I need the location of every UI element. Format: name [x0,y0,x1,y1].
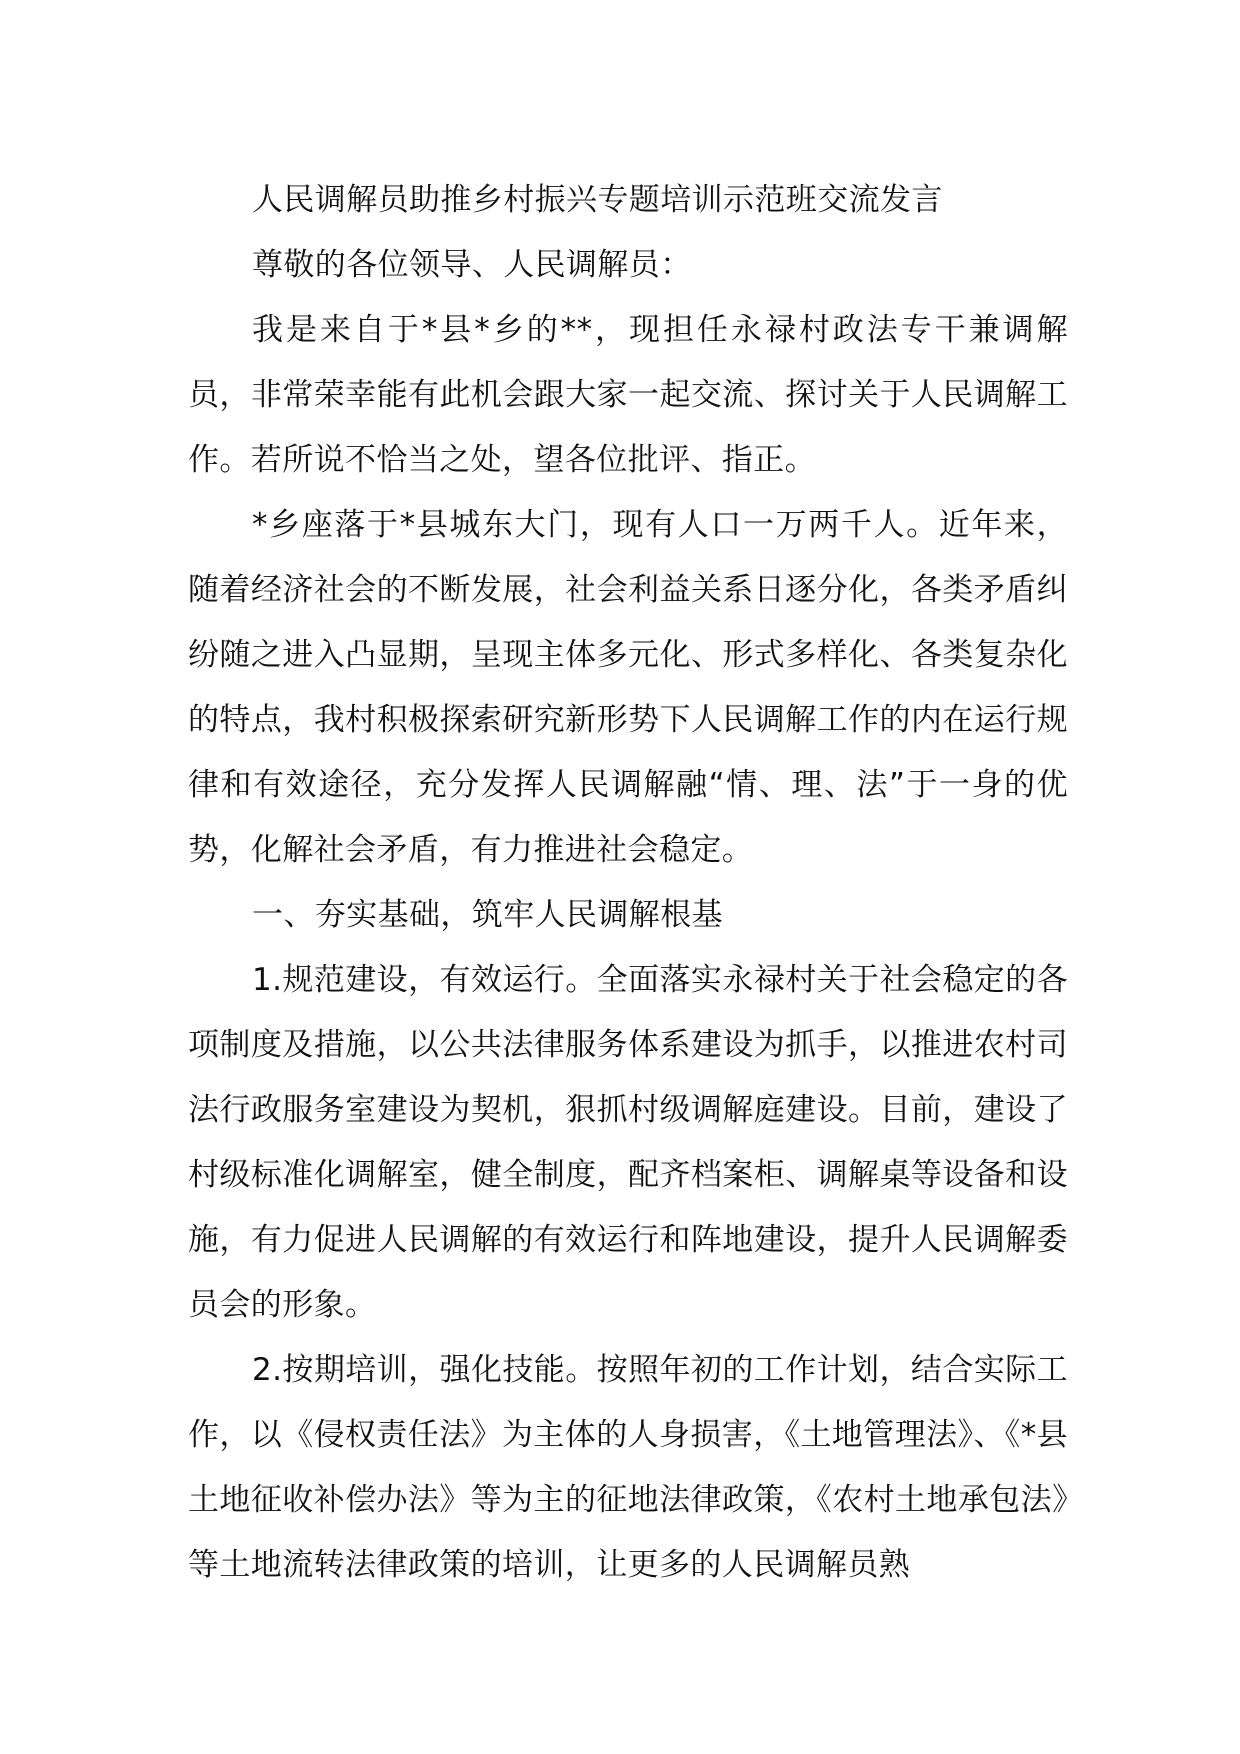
document-body [188,168,1068,1598]
document-title: 人民调解员助推乡村振兴专题培训示范班交流发言 [252,182,943,218]
list-item: 1.规范建设，有效运行。全面落实永禄村关于社会稳定的各项制度及措施，以公共法律服务体系建设为抓手，以推进农村司法行政服务室建设为契机，狠抓村级调解庭建设。目前，建设了村级标准化调解室，健全制度，配齐档案柜、调解桌等设备和设施，有力促进人民调解的有效运行和阵地建设，提升人民调解委员会的形象。 [188,962,1068,1323]
list-item: 2.按期培训，强化技能。按照年初的工作计划，结合实际工作，以《侵权责任法》为主体的人身损害，《土地管理法》、《*县土地征收补偿办法》等为主的征地法律政策，《农村土地承包法》等土地流转法律政策的培训，让更多的人民调解员熟 [188,1352,1068,1583]
salutation: 尊敬的各位领导、人民调解员： [252,247,692,283]
section-heading: 一、夯实基础，筑牢人民调解根基 [252,897,723,933]
body-paragraph: *乡座落于*县城东大门，现有人口一万两千人。近年来，随着经济社会的不断发展，社会利益关系日逐分化，各类矛盾纠纷随之进入凸显期，呈现主体多元化、形式多样化、各类复杂化的特点，我村积极探索研究新形势下人民调解工作的内在运行规律和有效途径，充分发挥人民调解融“情、理、法”于一身的优势，化解社会矛盾，有力推进社会稳定。 [188,507,1068,868]
body-paragraph: 我是来自于*县*乡的**，现担任永禄村政法专干兼调解员，非常荣幸能有此机会跟大家一起交流、探讨关于人民调解工作。若所说不恰当之处，望各位批评、指正。 [188,312,1068,478]
